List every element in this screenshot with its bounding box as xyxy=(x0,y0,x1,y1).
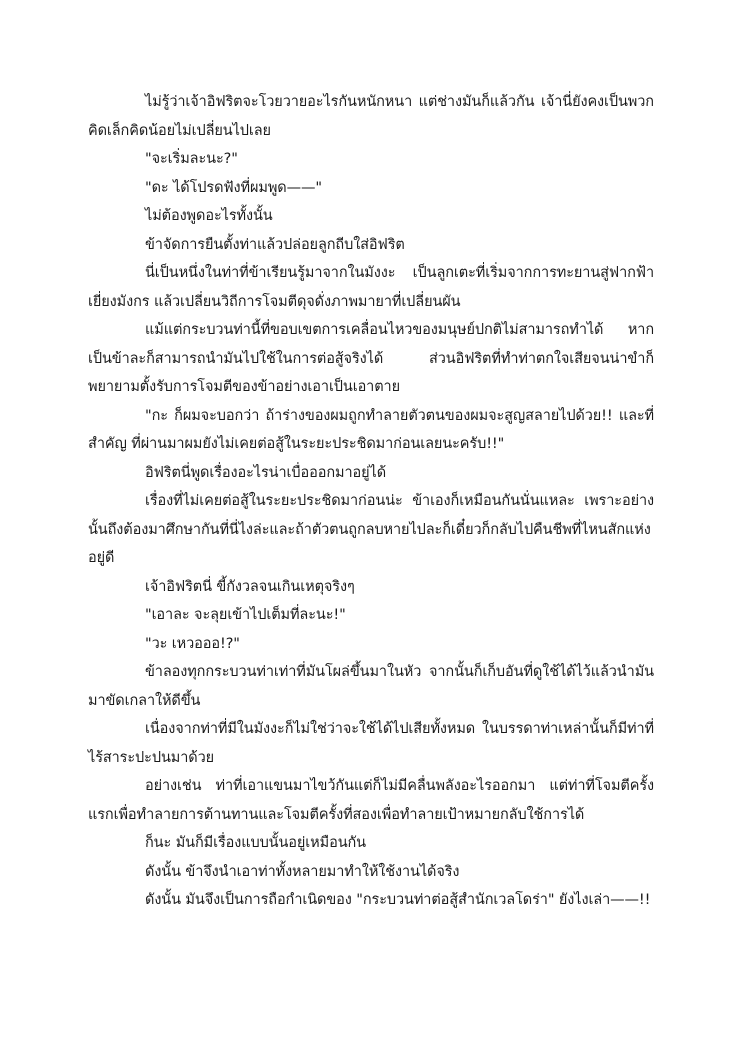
paragraph: เรื่องที่ไม่เคยต่อสู้ในระยะประชิดมาก่อนน่ะ ข้าเองก็เหมือนกันนั่นแหละ เพราะอย่างนั้นถึงต้องมาศึกษากันที่นี่ไงล่ะและถ้าตัวตนถูกลบหายไปละก็เดี๋ยวก็กลับไปคืนชีพที่ไหนสักแห่งอยู่ดี xyxy=(88,493,654,566)
paragraph: ดังนั้น มันจึงเป็นการถือกำเนิดของ "กระบวนท่าต่อสู้สำนักเวลโดร่า" ยังไงเล่า——!! xyxy=(145,892,651,908)
paragraph: อิฟริตนี่พูดเรื่องอะไรน่าเบื่อออกมาอยู่ได้ xyxy=(145,464,387,481)
paragraph: ข้าจัดการยืนตั้งท่าแล้วปล่อยลูกถีบใส่อิฟริต xyxy=(145,236,405,253)
body-text xyxy=(88,88,654,915)
dialogue-line: "เอาละ จะลุยเข้าไปเต็มที่ละนะ!" xyxy=(145,607,346,623)
dialogue-line: "จะเริ่มละนะ?" xyxy=(145,151,238,167)
paragraph: แม้แต่กระบวนท่านี้ที่ขอบเขตการเคลื่อนไหวของมนุษย์ปกติไม่สามารถทำได้ หากเป็นข้าละก็สามารถนำมันไปใช้ในการต่อสู้จริงได้ ส่วนอิฟริตที่ทำท่าตกใจเสียจนน่าขำก็พยายามตั้งรับการโจมตีของข้าอย่างเอาเป็นเอาตาย xyxy=(88,322,654,395)
paragraph: เจ้าอิฟริตนี่ ขี้กังวลจนเกินเหตุจริงๆ xyxy=(145,578,355,595)
paragraph: ไม่รู้ว่าเจ้าอิฟริตจะโวยวายอะไรกันหนักหนา แต่ช่างมันก็แล้วกัน เจ้านี่ยังคงเป็นพวกคิดเล็กคิดน้อยไม่เปลี่ยนไปเลย xyxy=(88,94,654,139)
paragraph: อย่างเช่น ท่าที่เอาแขนมาไขว้กันแต่ก็ไม่มีคลื่นพลังอะไรออกมา แต่ท่าที่โจมตีครั้งแรกเพื่อทำลายการต้านทานและโจมตีครั้งที่สองเพื่อทำลายเป้าหมายกลับใช้การได้ xyxy=(88,778,654,823)
paragraph: ดังนั้น ข้าจึงนำเอาท่าทั้งหลายมาทำให้ใช้งานได้จริง xyxy=(145,863,460,880)
paragraph: นี่เป็นหนึ่งในท่าที่ข้าเรียนรู้มาจากในมังงะ เป็นลูกเตะที่เริ่มจากการทะยานสู่ฟากฟ้าเยี่ยงมังกร แล้วเปลี่ยนวิถีการโจมตีดุจดั่งภาพมายาที่เปลี่ยนผัน xyxy=(88,265,654,310)
dialogue-line: "ดะ ได้โปรดฟังที่ผมพูด——" xyxy=(145,179,322,196)
paragraph: เนื่องจากท่าที่มีในมังงะก็ไม่ใช่ว่าจะใช้ได้ไปเสียทั้งหมด ในบรรดาท่าเหล่านั้นก็มีท่าที่ไร้สาระปะปนมาด้วย xyxy=(88,721,654,766)
paragraph: ข้าลองทุกกระบวนท่าเท่าที่มันโผล่ขึ้นมาในหัว จากนั้นก็เก็บอันที่ดูใช้ได้ไว้แล้วนำมันมาขัดเกลาให้ดีขึ้น xyxy=(88,664,654,709)
dialogue-line: "กะ ก็ผมจะบอกว่า ถ้าร่างของผมถูกทำลายตัวตนของผมจะสูญสลายไปด้วย!! และที่สำคัญ ที่ผ่านมาผมยังไม่เคยต่อสู้ในระยะประชิดมาก่อนเลยนะครับ!!" xyxy=(88,407,654,452)
paragraph: ก็นะ มันก็มีเรื่องแบบนั้นอยู่เหมือนกัน xyxy=(145,835,366,851)
dialogue-line: "วะ เหวอออ!?" xyxy=(145,635,240,652)
paragraph: ไม่ต้องพูดอะไรทั้งนั้น xyxy=(145,208,273,224)
